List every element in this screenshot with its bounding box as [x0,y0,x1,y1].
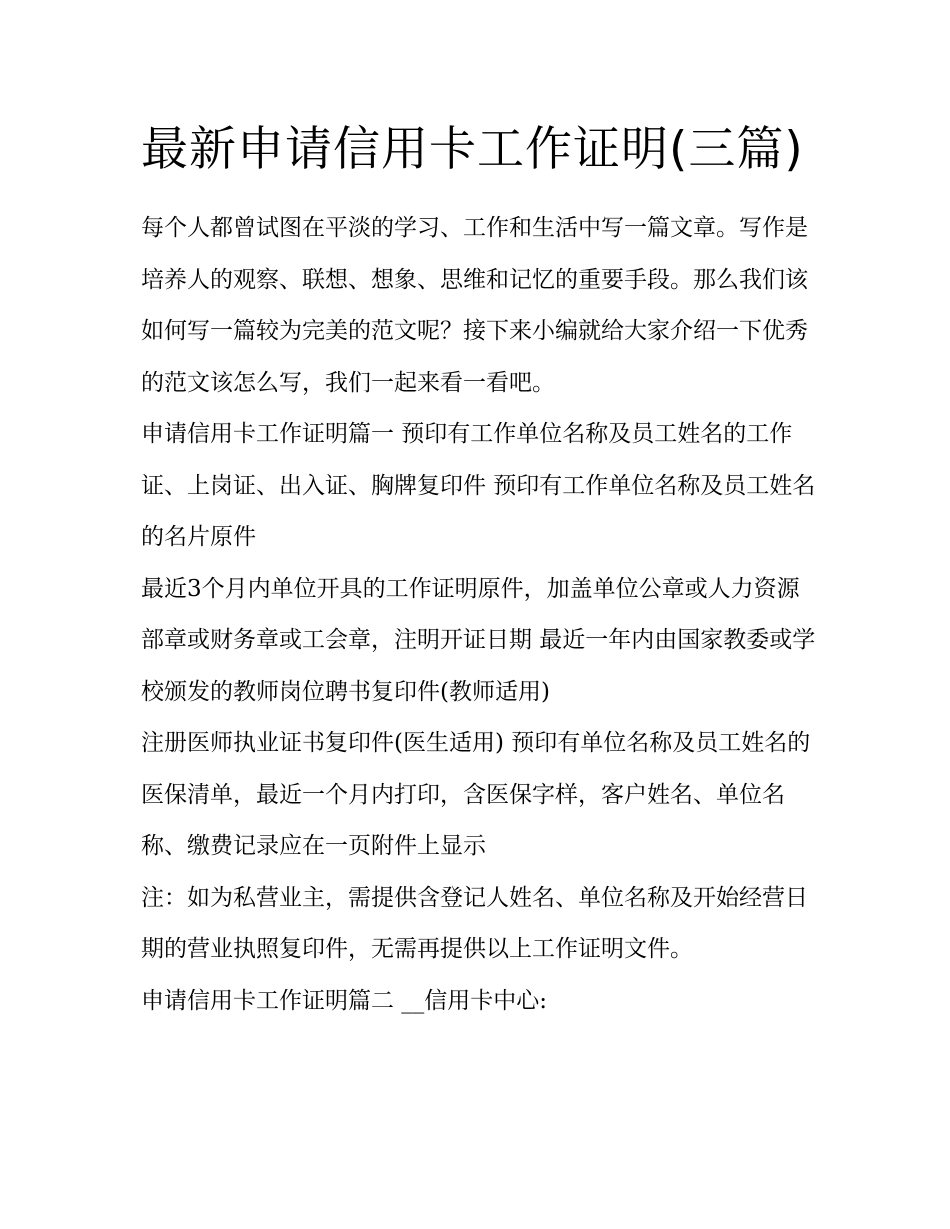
paragraph-work-certificate: 最近3个月内单位开具的工作证明原件，加盖单位公章或人力资源部章或财务章或工会章，注明开证日期 最近一年内由国家教委或学校颁发的教师岗位聘书复印件(教师适用) [141,575,816,705]
paragraph-part-two: 申请信用卡工作证明篇二 __信用卡中心: [141,987,548,1014]
paragraph-part-one: 申请信用卡工作证明篇一 预印有工作单位名称及员工姓名的工作证、上岗证、出入证、胸牌复印件 预印有工作单位名称及员工姓名的名片原件 [141,421,816,550]
paragraph-note: 注：如为私营业主，需提供含登记人姓名、单位名称及开始经营日期的营业执照复印件，无需再提供以上工作证明文件。 [141,884,808,962]
document-body [141,203,816,1027]
document-title: 最新申请信用卡工作证明(三篇) [141,122,804,177]
paragraph-intro: 每个人都曾试图在平淡的学习、工作和生活中写一篇文章。写作是培养人的观察、联想、想象、思维和记忆的重要手段。那么我们该如何写一篇较为完美的范文呢？接下来小编就给大家介绍一下优秀的范文该怎么写，我们一起来看一看吧。 [141,215,808,396]
document-content [141,113,816,1027]
paragraph-medical-license: 注册医师执业证书复印件(医生适用) 预印有单位名称及员工姓名的医保清单，最近一个月内打印，含医保字样，客户姓名、单位名称、缴费记录应在一页附件上显示 [141,730,811,859]
